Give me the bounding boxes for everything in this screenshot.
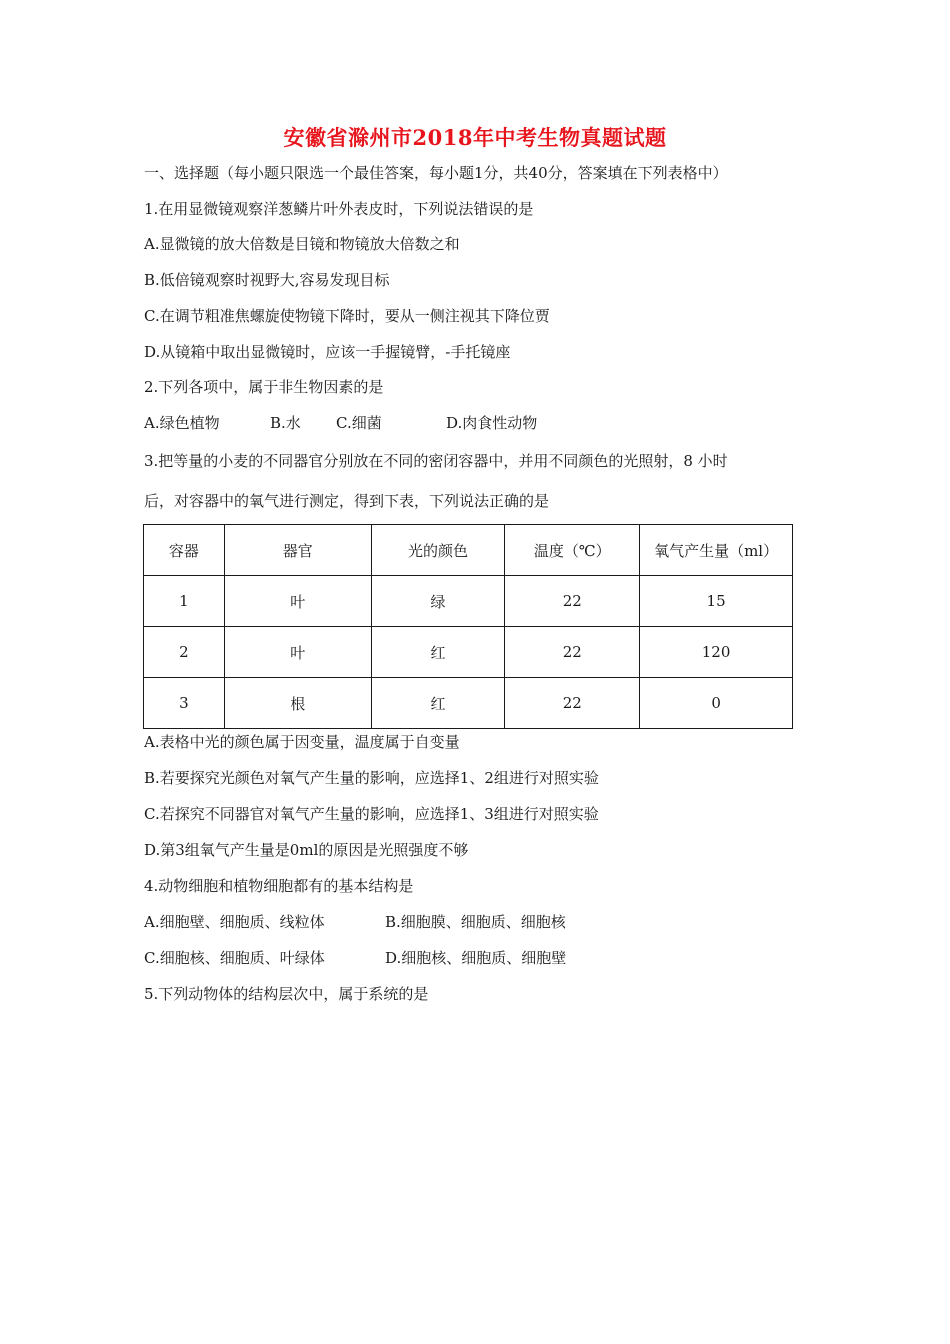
table-header-cell: 光的颜色 <box>371 525 505 576</box>
question-4-option-c: C.细胞核、细胞质、叶绿体 <box>144 949 325 967</box>
question-4-stem: 4.动物细胞和植物细胞都有的基本结构是 <box>144 877 414 895</box>
question-1-option-b: B.低倍镜观察时视野大,容易发现目标 <box>144 271 390 289</box>
table-cell: 叶 <box>224 576 371 627</box>
question-1-option-d: D.从镜箱中取出显微镜时，应该一手握镜臂，-手托镜座 <box>144 343 511 361</box>
question-4-options-row-1 <box>144 912 566 932</box>
table-cell: 3 <box>144 678 225 729</box>
table-cell: 120 <box>640 627 793 678</box>
question-4-option-a: A.细胞壁、细胞质、线粒体 <box>144 913 325 931</box>
table-cell: 22 <box>505 576 640 627</box>
question-3-option-a: A.表格中光的颜色属于因变量，温度属于自变量 <box>144 733 460 751</box>
question-3-option-b: B.若要探究光颜色对氧气产生量的影响，应选择1、2组进行对照实验 <box>144 769 599 787</box>
table-row <box>144 627 793 678</box>
table-cell: 红 <box>371 678 505 729</box>
table-cell: 22 <box>505 627 640 678</box>
question-2-option-a: A.绿色植物 <box>144 414 220 432</box>
table-row <box>144 678 793 729</box>
table-cell: 根 <box>224 678 371 729</box>
table-cell: 0 <box>640 678 793 729</box>
table-header-row <box>144 525 793 576</box>
table-header-cell: 容器 <box>144 525 225 576</box>
table-header-cell: 氧气产生量（ml） <box>640 525 793 576</box>
question-3-option-c: C.若探究不同器官对氧气产生量的影响，应选择1、3组进行对照实验 <box>144 805 599 823</box>
page-title: 安徽省滁州市2018年中考生物真题试题 <box>283 125 667 150</box>
question-2-option-b: B.水 <box>270 414 301 432</box>
table-cell: 15 <box>640 576 793 627</box>
question-3-stem-line-2: 后，对容器中的氧气进行测定，得到下表，下列说法正确的是 <box>144 492 550 510</box>
table-row <box>144 576 793 627</box>
question-4-option-b: B.细胞膜、细胞质、细胞核 <box>385 913 566 931</box>
question-2-stem: 2.下列各项中，属于非生物因素的是 <box>144 378 384 396</box>
table-cell: 绿 <box>371 576 505 627</box>
table-cell: 22 <box>505 678 640 729</box>
table-cell: 红 <box>371 627 505 678</box>
table-header-cell: 器官 <box>224 525 371 576</box>
table-cell: 2 <box>144 627 225 678</box>
section-heading: 一、选择题（每小题只限选一个最佳答案，每小题1分，共40分，答案填在下列表格中） <box>144 164 728 182</box>
table-header-cell: 温度（℃） <box>505 525 640 576</box>
oxygen-data-table <box>143 524 793 729</box>
question-4-options-row-2 <box>144 948 566 968</box>
question-1-option-c: C.在调节粗准焦螺旋使物镜下降时，要从一侧注视其下降位贾 <box>144 307 550 325</box>
question-1-stem: 1.在用显微镜观察洋葱鳞片叶外表皮时，下列说法错误的是 <box>144 200 534 218</box>
question-3-option-d: D.第3组氧气产生量是0ml的原因是光照强度不够 <box>144 841 469 859</box>
question-4-option-d: D.细胞核、细胞质、细胞壁 <box>385 949 567 967</box>
question-1-option-a: A.显微镜的放大倍数是目镜和物镜放大倍数之和 <box>144 235 460 253</box>
question-2-option-c: C.细菌 <box>336 414 382 432</box>
question-3-stem-line-1: 3.把等量的小麦的不同器官分别放在不同的密闭容器中，并用不同颜色的光照射，8 小时 <box>144 452 728 470</box>
question-2-option-d: D.肉食性动物 <box>446 414 538 432</box>
table-cell: 叶 <box>224 627 371 678</box>
question-5-stem: 5.下列动物体的结构层次中，属于系统的是 <box>144 985 429 1003</box>
question-2-options <box>144 413 537 433</box>
table-cell: 1 <box>144 576 225 627</box>
